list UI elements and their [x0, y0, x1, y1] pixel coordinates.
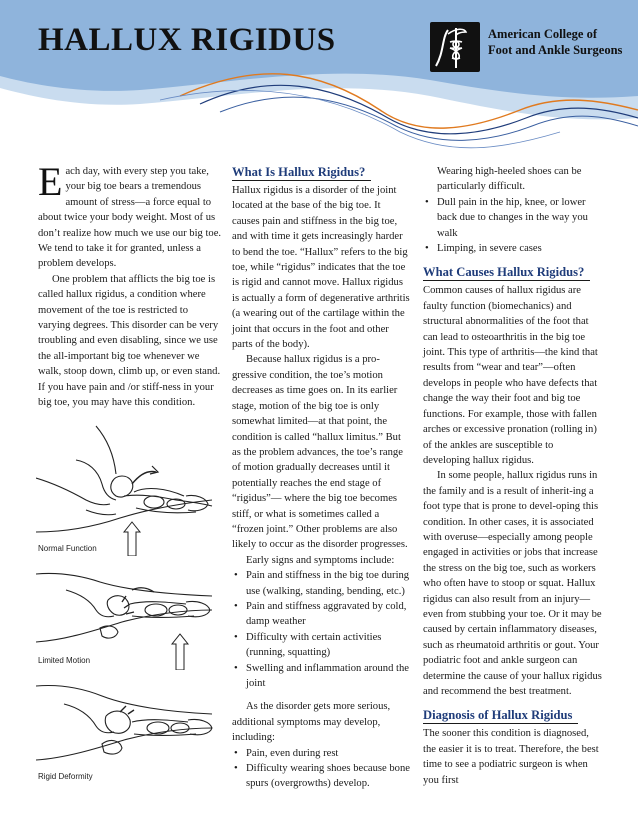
- continued-list: [423, 195, 603, 257]
- list-item: • Limping, in severe cases: [423, 241, 603, 256]
- figure-label: Limited Motion: [38, 656, 91, 665]
- drop-cap: E: [38, 159, 63, 204]
- organization-name: [488, 26, 622, 58]
- caduceus-foot-icon: [430, 22, 480, 72]
- figure-normal-function: [36, 400, 218, 556]
- causes-paragraph-2: In some people, hallux rigidus runs in the family and is a result of inherit-ing a foot type that is prone to devel-oping this condition. In other cases, it is associated with overuse—especially among people engaged in activities or jobs that increase the stress on the big toe, such as workers who often have to stoop or squat. Hallux rigidus can also result from an injury—even from stubbing your toe. Or it may be caused by certain inflammatory diseases, such as rheumatoid arthritis or gout. Your podiatric foot and ankle surgeon can determine the cause of your hallux rigidus and recommend the best treatment.: [423, 470, 602, 697]
- early-signs-list: [232, 568, 410, 691]
- what-is-paragraph-2: Because hallux rigidus is a pro-gressive condition, the toe’s motion decreases as time goes on. In its earlier stage, motion of the big toe is only somewhat limited—at that point, the condition is called “hallux limitus.” But as the problem advances, the toe’s range of motion gradually decreases until it potentially reaches the end stage of “rigidus”— where the big toe becomes stiff, or what is sometimes called a “frozen joint.” Other problems are also likely to occur as the disorder progresses.: [232, 354, 408, 551]
- org-name-line2: Foot and Ankle Surgeons: [488, 43, 623, 57]
- list-item: • Pain and stiffness aggravated by cold, damp weather: [232, 599, 410, 630]
- intro-paragraph-1: [38, 159, 222, 272]
- section-heading-what-is: What Is Hallux Rigidus?: [232, 164, 371, 181]
- org-name-line1: American College of: [488, 27, 597, 41]
- foot-rigid-illustration: [36, 676, 218, 786]
- section-heading-causes: What Causes Hallux Rigidus?: [423, 264, 590, 281]
- list-item: • Pain, even during rest: [232, 746, 410, 761]
- intro-text-1: ach day, with every step you take, your big toe bears a tremendous amount of stress—a force equal to about twice your body weight. Most of us don’t realize how much we use our big toe. We tend to take it for granted, unless a problem develops.: [38, 166, 222, 270]
- section-heading-diagnosis: Diagnosis of Hallux Rigidus: [423, 707, 578, 724]
- list-item: • Difficulty wearing shoes because bone spurs (overgrowths) develop.: [232, 761, 410, 792]
- continued-paragraph: Wearing high-heeled shoes can be particularly difficult.: [437, 166, 582, 193]
- figure-label: Normal Function: [38, 544, 97, 553]
- intro-paragraph-2: One problem that afflicts the big toe is called hallux rigidus, a condition where movement of the toe is restricted to varying degrees. This disorder can be very troubling and even disabling, since we use the all-important big toe whenever we walk, stoop down, climb up, or even stand. If you have pain and /or stiff-ness in your big toe, you may have this condition.: [38, 273, 221, 409]
- what-is-column: [232, 164, 410, 792]
- list-item: • Difficulty with certain activities (running, squatting): [232, 630, 410, 661]
- what-is-paragraph-1: Hallux rigidus is a disorder of the joint located at the base of the big toe. It causes pain and stiffness in the big toe, and with time it gets increasingly harder to bend the toe. “Hallux” refers to the big toe, while “rigidus” indicates that the toe is rigid and cannot move. Hallux rigidus is actually a form of degenerative arthritis (a wearing out of the cartilage within the joint that occurs in the foot and other parts of the body).: [232, 185, 410, 351]
- what-is-paragraph-3: Early signs and symptoms include:: [246, 554, 395, 566]
- page-title: HALLUX RIGIDUS: [38, 22, 336, 58]
- list-item: • Dull pain in the hip, knee, or lower back due to changes in the way you walk: [423, 195, 603, 241]
- foot-limited-illustration: [36, 560, 218, 670]
- figure-label: Rigid Deformity: [38, 772, 93, 781]
- causes-paragraph-1: Common causes of hallux rigidus are faulty function (biomechanics) and structural abnormalities of the foot that can lead to osteoarthritis in the big toe joint. This type of arthritis—the kind that results from “wear and tear”—often develops in people who have defects that change the way their foot and big toe functions. For example, those with fallen arches or excessive pronation (rolling in) of the ankles are susceptible to developing hallux rigidus.: [423, 285, 598, 466]
- intro-column: [38, 159, 222, 411]
- causes-column: [423, 164, 603, 788]
- figure-limited-motion: [36, 560, 218, 670]
- list-item: • Swelling and inflammation around the joint: [232, 661, 410, 692]
- figure-rigid-deformity: [36, 676, 218, 786]
- page-header: [0, 0, 638, 160]
- later-signs-list: [232, 746, 410, 792]
- foot-normal-illustration: [36, 400, 218, 556]
- what-is-paragraph-4: As the disorder gets more serious, additional symptoms may develop, including:: [232, 701, 391, 744]
- list-item: • Pain and stiffness in the big toe during use (walking, standing, bending, etc.): [232, 568, 410, 599]
- diagnosis-paragraph-1: The sooner this condition is diagnosed, the easier it is to treat. Therefore, the best time to see a podiatric surgeon is when you first: [423, 728, 599, 786]
